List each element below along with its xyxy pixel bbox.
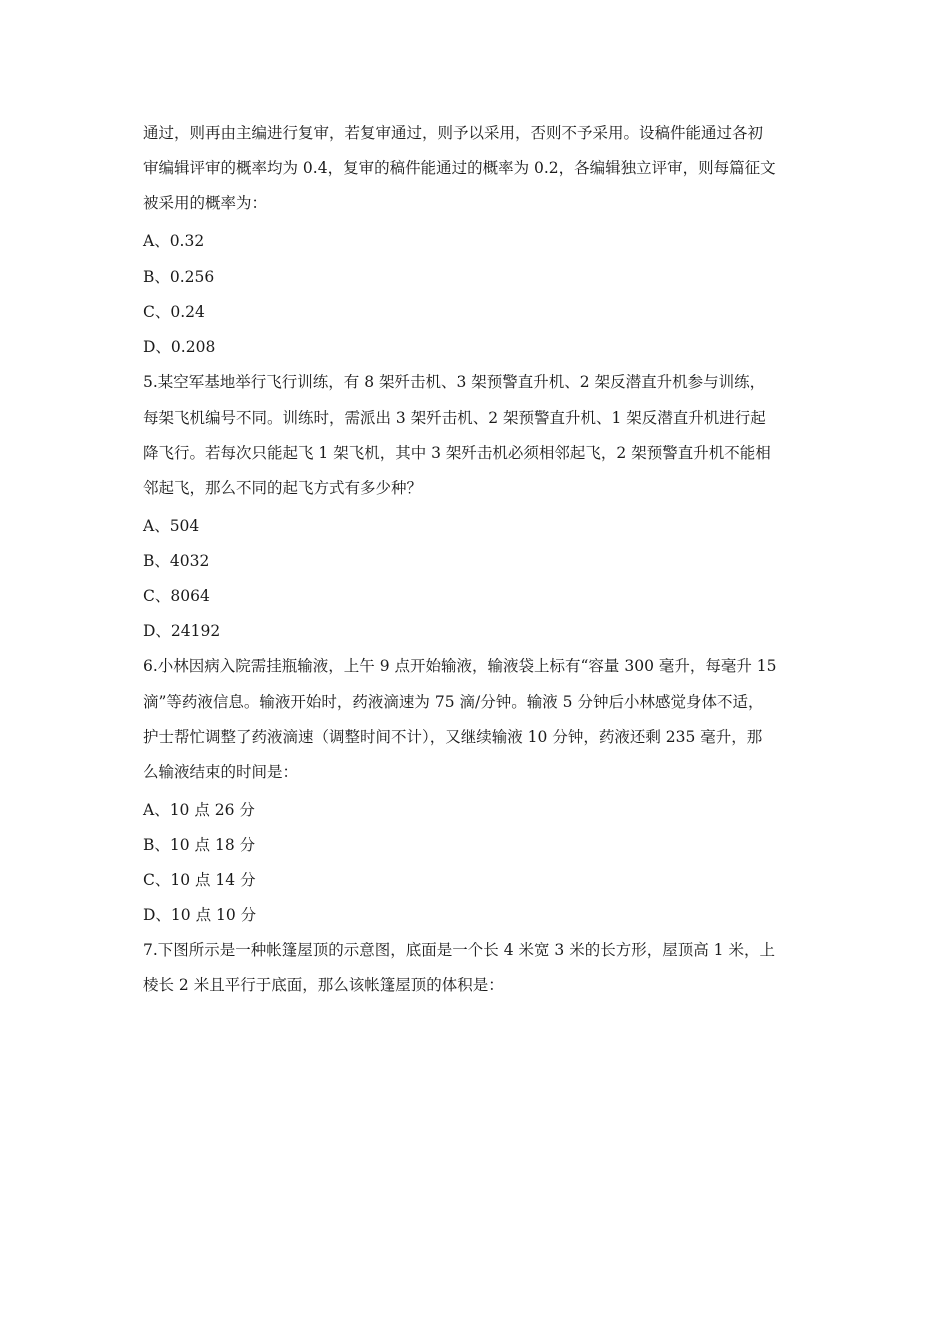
q6-stem-line-2: 滴”等药液信息。输液开始时，药液滴速为 75 滴/分钟。输液 5 分钟后小林感觉身体不适，	[143, 693, 764, 711]
q5-option-b: B、4032	[143, 552, 210, 570]
q5-option-d: D、24192	[143, 622, 221, 640]
q4-stem-line-2: 审编辑评审的概率均为 0.4，复审的稿件能通过的概率为 0.2，各编辑独立评审，则每篇征文	[143, 159, 776, 177]
q4-option-d: D、0.208	[143, 338, 216, 356]
q6-stem-line-4: 么输液结束的时间是：	[143, 763, 299, 781]
q6-option-c: C、10 点 14 分	[143, 871, 256, 889]
q7-stem-line-1: 7.下图所示是一种帐篷屋顶的示意图，底面是一个长 4 米宽 3 米的长方形，屋顶高 1 米，上	[143, 941, 775, 959]
q4-option-b: B、0.256	[143, 268, 215, 286]
q7-stem-line-2: 棱长 2 米且平行于底面，那么该帐篷屋顶的体积是：	[143, 976, 504, 994]
q5-option-a: A、504	[143, 517, 200, 535]
q6-option-d: D、10 点 10 分	[143, 906, 257, 924]
q6-stem-line-3: 护士帮忙调整了药液滴速（调整时间不计），又继续输液 10 分钟，药液还剩 235 毫升，那	[143, 728, 763, 746]
q5-stem-line-1: 5.某空军基地举行飞行训练，有 8 架歼击机、3 架预警直升机、2 架反潜直升机参与训练，	[143, 373, 766, 391]
q6-option-a: A、10 点 26 分	[143, 801, 255, 819]
q5-stem-line-4: 邻起飞，那么不同的起飞方式有多少种？	[143, 479, 423, 497]
q4-stem-line-1: 通过，则再由主编进行复审，若复审通过，则予以采用，否则不予采用。设稿件能通过各初	[143, 124, 764, 142]
q5-stem-line-2: 每架飞机编号不同。训练时，需派出 3 架歼击机、2 架预警直升机、1 架反潜直升机进行起	[143, 409, 766, 427]
q4-stem-line-3: 被采用的概率为：	[143, 194, 268, 212]
q5-option-c: C、8064	[143, 587, 210, 605]
q4-option-c: C、0.24	[143, 303, 205, 321]
q6-stem-line-1: 6.小林因病入院需挂瓶输液，上午 9 点开始输液，输液袋上标有“容量 300 毫升，每毫升 15	[143, 657, 777, 675]
q4-option-a: A、0.32	[143, 232, 205, 250]
q5-stem-line-3: 降飞行。若每次只能起飞 1 架飞机，其中 3 架歼击机必须相邻起飞，2 架预警直升机不能相	[143, 444, 771, 462]
q6-option-b: B、10 点 18 分	[143, 836, 256, 854]
